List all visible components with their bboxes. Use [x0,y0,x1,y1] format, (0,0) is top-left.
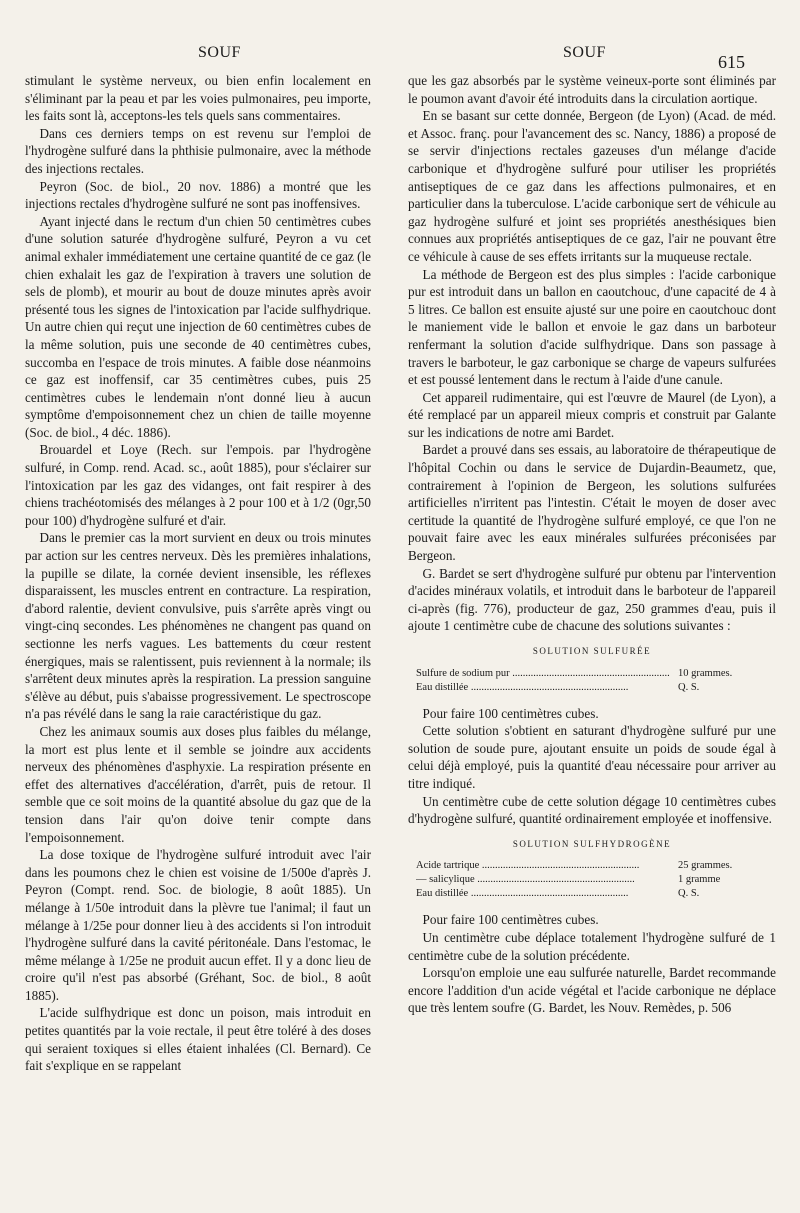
paragraph: que les gaz absorbés par le système veineux-porte sont éliminés par le poumon avant d'avoir été introduits dans la circulation aortique. [408,73,776,106]
recipe-title: SOLUTION SULFURÉE [532,646,652,656]
recipe-title: SOLUTION SULFHYDROGÈNE [512,838,672,849]
paragraph: G. Bardet se sert d'hydrogène sulfuré pur obtenu par l'intervention d'acides minéraux volatils, et introduit dans le barboteur de l'appareil ci-après (fig. 776), producteur de gaz, 250 grammes d'eau, puis il ajoute 1 centimètre cube de chacune des solutions suivantes : [408,565,776,634]
paragraph: Un centimètre cube déplace totalement l'hydrogène sulfuré de 1 centimètre cube de la solution précédente. [408,929,776,963]
ingredient-quantity: Q. S. [678,888,700,900]
running-header-right: SOUF [563,44,606,61]
left-column [25,72,371,1075]
recipe-row [416,887,768,901]
ingredient-label: Sulfure de sodium pur [416,667,510,679]
paragraph: Dans le premier cas la mort survient en deux ou trois minutes par action sur les centres nerveux. Dès les premières inhalations, la pupille se dilate, la cornée devient insensible, les réflexes disparaissent, les muscles entrent en contracture. La respiration, d'abord ralentie, devient convulsive, puis s'arrête après vingt ou vingt-cinq secondes. Les phénomènes ne changent pas quand on sectionne les nerfs vagues. Les battements du cœur restent énergiques, mais se ralentissent, puis reviennent à la normale; ils s'arrêtent deux minutes après la respiration. La pression sanguine s'élève au début, puis s'abaisse progressivement. Le spectroscope n'a pas révélé dans le sang la raie caractéristique du gaz. [25,530,371,722]
paragraph: stimulant le système nerveux, ou bien enfin localement en s'éliminant par la peau et par les voies pulmonaires, peu importe, les faits sont là, acceptons-les tels quels sans commentaires. [25,73,371,124]
paragraph: La dose toxique de l'hydrogène sulfuré introduit avec l'air dans les poumons chez le chien est voisine de 1/500e d'après J. Peyron (Compt. rend. Soc. de biologie, 8 août 1885). Un mélange à 1/50e introduit dans la plèvre tue l'animal; il faut un mélange à 1/25e pour donner lieu à des accidents si l'on introduit l'hydrogène sulfuré dans la cavité péritonéale. Dans l'estomac, le même mélange à 1/25e ne produit aucun effet. Il y a donc lieu de croire qu'il n'est pas absorbé (Gréhant, Soc. de biol., 8 août 1885). [25,847,371,1003]
paragraph: Ayant injecté dans le rectum d'un chien 50 centimètres cubes d'une solution saturée d'hydrogène sulfuré, Peyron a vu cet animal exhaler immédiatement une certaine quantité de ce gaz (le chien exhalait les gaz de l'expiration à travers une solution de sels de plomb), et mourir au bout de douze minutes après avoir présenté tous les signes de l'intoxication par l'acide sulfhydrique. Un autre chien qui reçut une injection de 60 centimètres cubes de la même solution, puis une seconde de 40 centimètres cubes, succomba en l'espace de trois minutes. A faible dose néanmoins ce gaz est inoffensif, car 35 centimètres cubes, puis 25 centimètres cubes le lendemain n'ont donné lieu à aucun symptôme d'empoisonnement chez un chien de taille moyenne (Soc. de biol., 4 déc. 1886). [25,213,371,440]
ingredient-quantity: 25 grammes. [678,860,733,872]
recipe-row [416,859,768,873]
paragraph: Pour faire 100 centimètres cubes. [422,912,599,928]
paragraph: Chez les animaux soumis aux doses plus faibles du mélange, la mort est plus lente et il semble se joindre aux accidents nerveux des phénomènes d'asphyxie. La respiration présente en effet des alternatives d'accélération, d'arrêt, puis de retour. Il semble que ce soit moins de la quantité absolue du gaz que de la tension dans l'air qu'on doive tenir compte dans l'empoisonnement. [25,723,371,845]
ingredient-label: Eau distillée [416,888,469,900]
ingredient-label: — salicylique [416,874,475,886]
paragraph: Lorsqu'on emploie une eau sulfurée naturelle, Bardet recommande encore l'addition d'un acide végétal et l'acide carbonique ne déplace que très lentem soufre (G. Bardet, les Nouv. Remèdes, p. 506 [408,965,776,1016]
recipe-row [416,667,768,681]
right-column [408,72,776,1017]
paragraph: Un centimètre cube de cette solution dégage 10 centimètres cubes d'hydrogène sulfuré, quantité ordinairement employée et inoffensive. [408,793,776,827]
ingredient-label: Eau distillée [416,681,469,693]
paragraph: Bardet a prouvé dans ses essais, au laboratoire de thérapeutique de l'hôpital Cochin ou dans le service de Dujardin-Beaumetz, que, contrairement à l'opinion de Bergeon, les solutions sulfurées artificielles n'irritent pas l'intestin. C'était le moyen de doser avec certitude la quantité de l'hydrogène sulfuré employé, ce que l'on ne pouvait faire avec les eaux minérales sulfurées préconisées par Bergeon. [408,442,776,564]
paragraph: En se basant sur cette donnée, Bergeon (de Lyon) (Acad. de méd. et Assoc. franç. pour l'avancement des sc. Nancy, 1886) a proposé de se servir d'injections rectales gazeuses d'un mélange d'acide carbonique et d'hydrogène sulfuré pour utiliser les propriétés antiseptiques de ce gaz dans les affections pulmonaires, et en particulier dans la tuberculose. L'acide carbonique sert de véhicule au gaz hydrogène sulfuré et joint ses propriétés anesthésiques bien connues aux propriétés antiseptiques de ce gaz, l'air ne pouvant être ce véhicule à cause de ses effets irritants sur la muqueuse rectale. [408,108,776,264]
ingredient-quantity: Q. S. [678,681,700,693]
page-number: 615 [718,52,745,72]
ingredient-quantity: 10 grammes. [678,667,733,679]
recipe-table [416,859,768,901]
paragraph: Cet appareil rudimentaire, qui est l'œuvre de Maurel (de Lyon), a été remplacé par un appareil mieux compris et construit par Galante sur les indications de notre ami Bardet. [408,389,776,440]
ingredient-quantity: 1 gramme [678,874,721,886]
recipe-table [416,667,768,695]
paragraph: Dans ces derniers temps on est revenu sur l'emploi de l'hydrogène sulfuré dans la phthisie pulmonaire, avec la méthode des injections rectales. [25,125,371,176]
paragraph: La méthode de Bergeon est des plus simples : l'acide carbonique pur est introduit dans un ballon en caoutchouc, d'une capacité de 4 à 5 litres. Ce ballon est ensuite ajusté sur une poire en caoutchouc dont le maniement vide le ballon et envoie le gaz dans un barboteur renfermant la solution d'acide sulfhydrique. Dans son passage à travers le barboteur, le gaz carbonique se charge de vapeurs sulfurées et est poussé lentement dans le rectum à l'aide d'une canule. [408,266,776,388]
ingredient-label: Acide tartrique [416,860,480,872]
paragraph: Peyron (Soc. de biol., 20 nov. 1886) a montré que les injections rectales d'hydrogène sulfuré ne sont pas inoffensives. [25,178,371,212]
paragraph: Cette solution s'obtient en saturant d'hydrogène sulfuré pur une solution de soude pure, ajoutant ensuite un poids de soude égal à celui déjà employé, puis la quantité d'eau nécessaire pour arriver au titre indiqué. [408,723,776,791]
recipe-row [416,681,768,695]
recipe-row [416,873,768,887]
paragraph: Pour faire 100 centimètres cubes. [422,705,599,721]
paragraph: Brouardel et Loye (Rech. sur l'empois. par l'hydrogène sulfuré, in Comp. rend. Acad. sc., août 1885), pour s'éclairer sur l'intoxication par les gaz des vidanges, ont fait respirer à des chiens trachéotomisés des mélanges à 2 pour 100 et à 1/2 (0gr,50 pour 100) d'hydrogène sulfuré et d'air. [25,442,371,528]
running-header-left: SOUF [198,44,241,61]
paragraph: L'acide sulfhydrique est donc un poison, mais introduit en petites quantités par la voie rectale, il peut être toléré à des doses qui seraient toxiques si elles étaient inhalées (Cl. Bernard). Ce fait s'explique en se rappelant [25,1005,371,1074]
